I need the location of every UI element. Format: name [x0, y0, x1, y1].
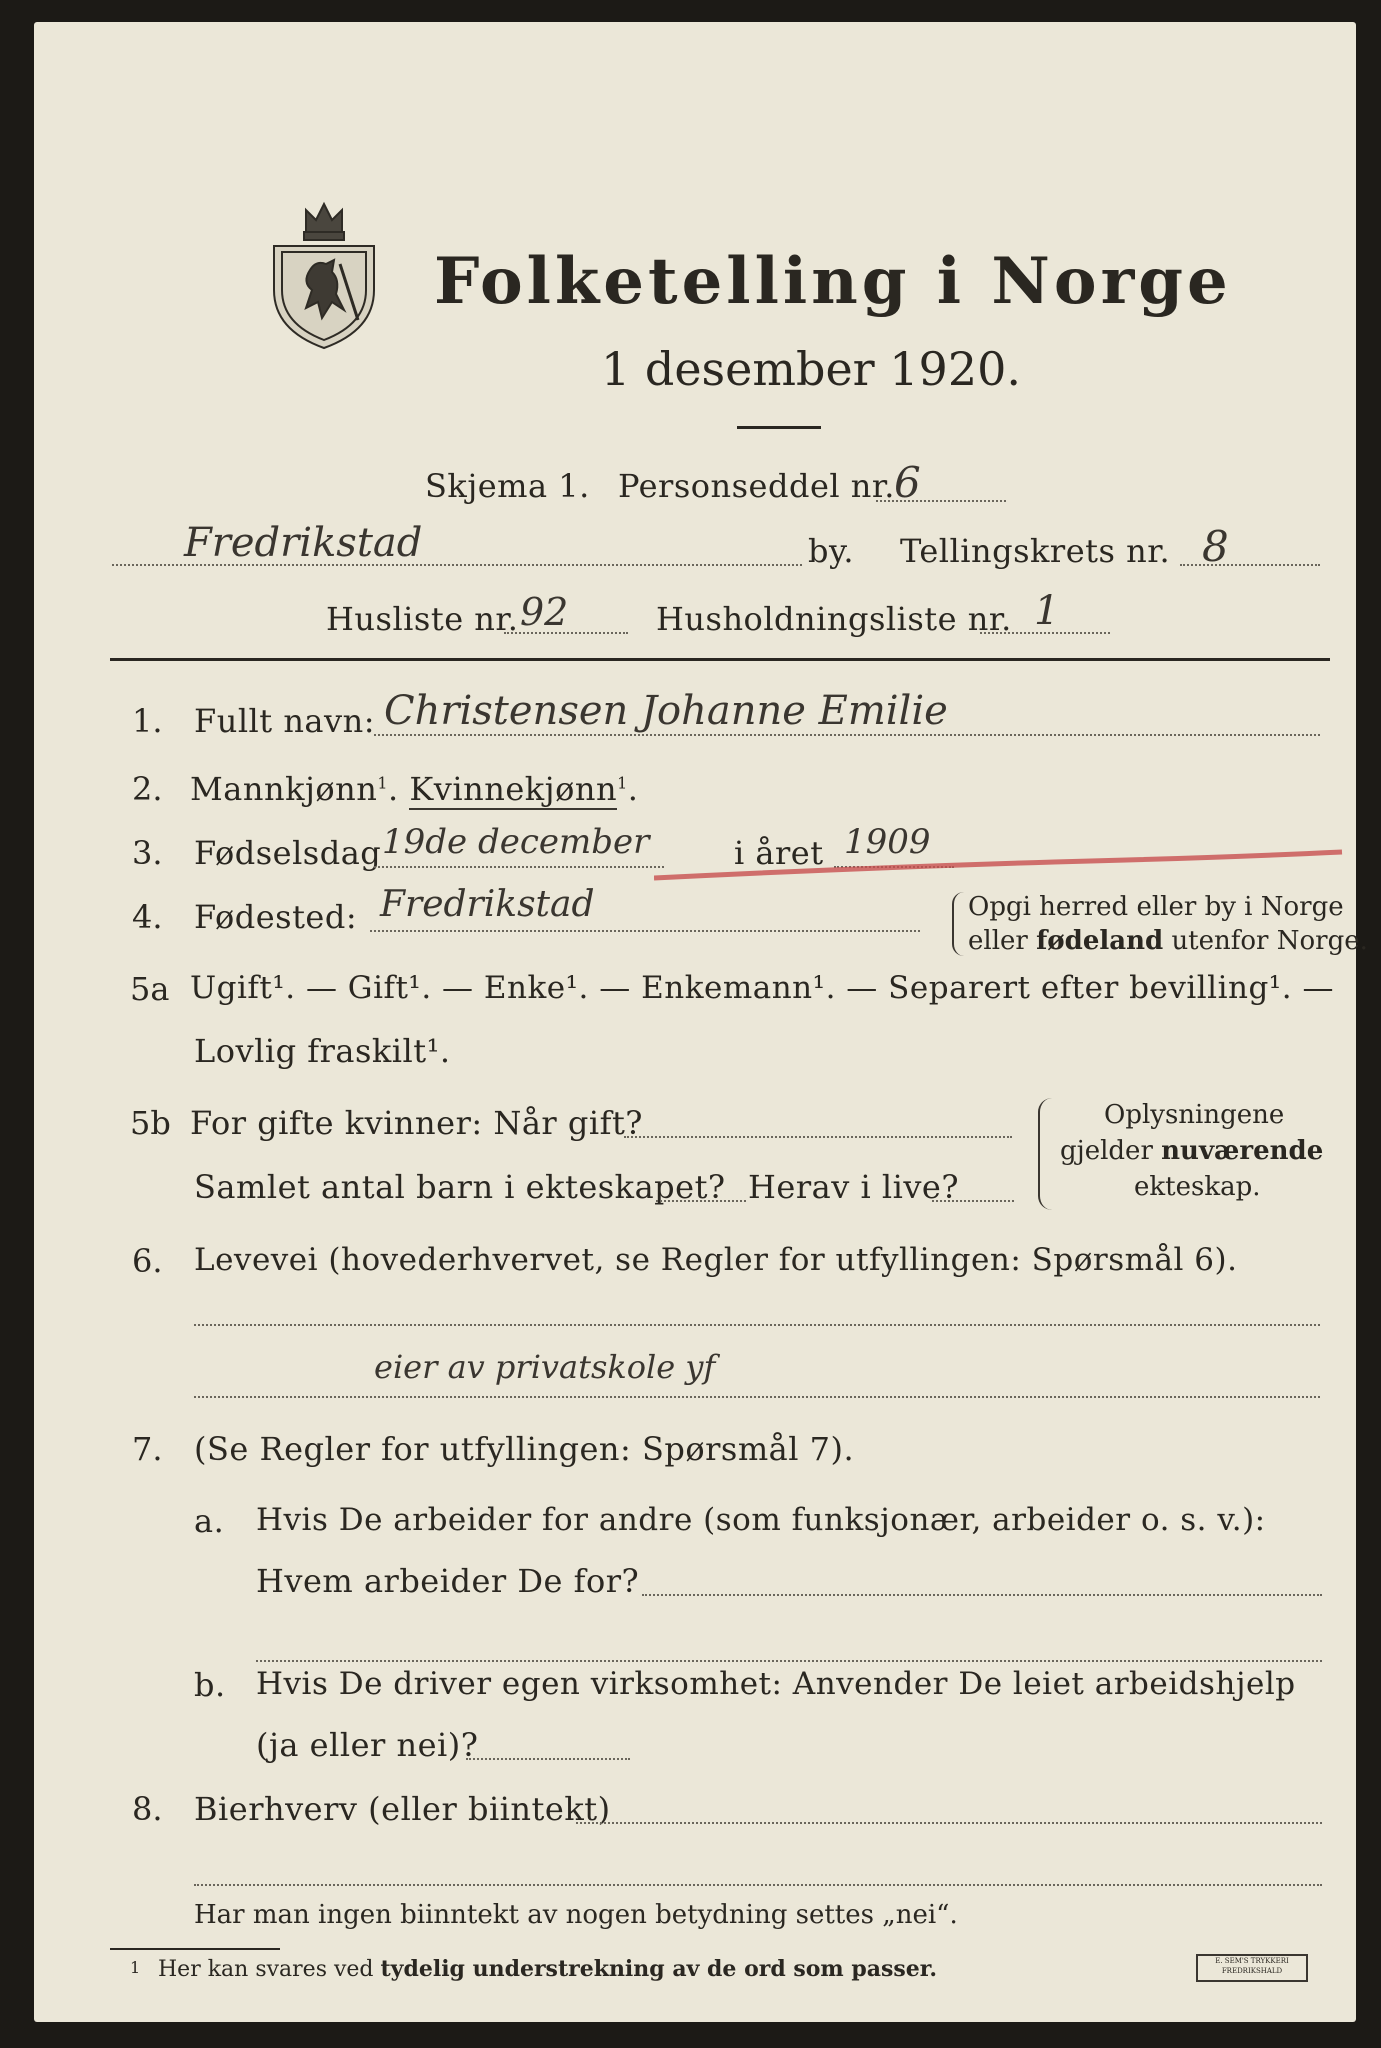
- q7b-line2: (ja eller nei)?: [256, 1726, 479, 1764]
- occupation-value[interactable]: eier av privatskole yf: [374, 1348, 716, 1386]
- city-value[interactable]: Fredrikstad: [184, 520, 423, 566]
- footnote-ref: 1: [617, 773, 628, 793]
- q7a-line1: Hvis De arbeider for andre (som funksjonær, arbeider o. s. v.):: [256, 1502, 1266, 1538]
- footnote-number: 1: [130, 1958, 141, 1977]
- gender-options: Mannkjønn$^1$. Kvinnekjønn$^1$.: [190, 770, 639, 808]
- q7-label: (Se Regler for utfyllingen: Spørsmål 7).: [194, 1430, 855, 1468]
- q3-number: 3.: [132, 834, 163, 872]
- q5a-number: 5a: [130, 970, 170, 1008]
- tellingskrets-label: Tellingskrets nr.: [900, 532, 1171, 570]
- personseddel-label: Personseddel nr.: [618, 467, 895, 505]
- birthplace-value[interactable]: Fredrikstad: [380, 884, 595, 925]
- personseddel-value[interactable]: 6: [894, 458, 921, 507]
- q7-number: 7.: [132, 1430, 163, 1468]
- birth-year-value[interactable]: 1909: [844, 822, 931, 862]
- q7a-letter: a.: [194, 1502, 225, 1540]
- kvinnekjonn-option[interactable]: Kvinnekjønn: [409, 770, 618, 808]
- q1-number: 1.: [132, 702, 163, 740]
- census-date: 1 desember 1920.: [601, 342, 1021, 396]
- mannkjonn-option[interactable]: Mannkjønn: [190, 770, 378, 808]
- birthplace-note-line2: eller fødeland utenfor Norge.: [968, 926, 1368, 956]
- marital-status-options[interactable]: Ugift¹. — Gift¹. — Enke¹. — Enkemann¹. — Separert efter bevilling¹. —: [190, 970, 1334, 1006]
- q3-label: Fødselsdag: [194, 834, 382, 872]
- q7a-line2: Hvem arbeider De for?: [256, 1562, 640, 1600]
- year-label: i året: [734, 834, 824, 872]
- form-title: Folketelling i Norge: [434, 244, 1232, 319]
- q5b-line1: For gifte kvinner: Når gift?: [190, 1104, 643, 1142]
- husliste-value[interactable]: 92: [520, 590, 569, 634]
- q5b-alive-label: Herav i live?: [748, 1168, 960, 1206]
- census-form: [34, 22, 1368, 2022]
- husholdning-value[interactable]: 1: [1034, 588, 1060, 634]
- full-name-value[interactable]: Christensen Johanne Emilie: [384, 688, 948, 734]
- q6-label: Levevei (hovederhvervet, se Regler for utfyllingen: Spørsmål 6).: [194, 1242, 1238, 1278]
- q1-label: Fullt navn:: [194, 702, 375, 740]
- q5b-number: 5b: [130, 1104, 171, 1142]
- q7b-line1: Hvis De driver egen virksomhet: Anvender De leiet arbeidshjelp: [256, 1666, 1296, 1702]
- birthday-value[interactable]: 19de december: [382, 822, 650, 862]
- q8-number: 8.: [132, 1790, 163, 1828]
- skjema-label: Skjema 1.: [425, 467, 590, 505]
- q2-number: 2.: [132, 770, 163, 808]
- coat-of-arms-icon: [260, 190, 388, 350]
- birthplace-note-line1: Opgi herred eller by i Norge: [968, 892, 1344, 922]
- q5b-note3: ekteskap.: [1134, 1172, 1261, 1202]
- q4-label: Fødested:: [194, 898, 358, 936]
- footnote-text: Her kan svares ved tydelig understrekning av de ord som passer.: [158, 1956, 938, 1982]
- marital-status-divorced[interactable]: Lovlig fraskilt¹.: [194, 1032, 451, 1070]
- by-label: by.: [808, 532, 854, 570]
- q6-number: 6.: [132, 1242, 163, 1280]
- q5b-children-label: Samlet antal barn i ekteskapet?: [194, 1168, 726, 1206]
- tellingskrets-value[interactable]: 8: [1202, 522, 1229, 571]
- q7b-letter: b.: [194, 1666, 226, 1704]
- q5b-note1: Oplysningene: [1104, 1100, 1285, 1130]
- q8-note: Har man ingen biinntekt av nogen betydning settes „nei“.: [194, 1900, 958, 1930]
- printer-stamp: E. SEM'S TRYKKERI FREDRIKSHALD: [1196, 1954, 1308, 1982]
- red-pencil-mark: [654, 844, 1344, 884]
- q5b-note2: gjelder nuværende: [1060, 1136, 1324, 1166]
- section-rule: [110, 658, 1330, 661]
- q4-number: 4.: [132, 898, 163, 936]
- footnote-ref: 1: [377, 773, 389, 793]
- title-rule: [737, 426, 821, 429]
- husholdning-label: Husholdningsliste nr.: [656, 600, 1012, 638]
- husliste-label: Husliste nr.: [326, 600, 519, 638]
- q8-label: Bierhverv (eller biintekt): [194, 1790, 611, 1828]
